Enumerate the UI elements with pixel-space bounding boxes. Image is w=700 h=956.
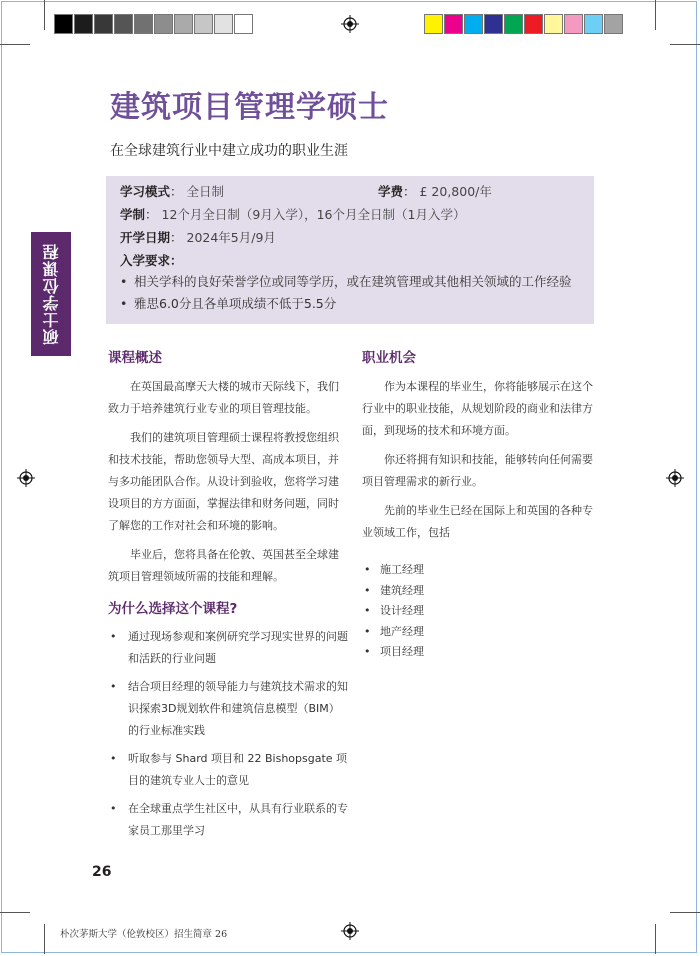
careers-paragraph: 你还将拥有知识和技能，能够转向任何需要项目管理需求的新行业。	[362, 453, 593, 488]
footer-text: 朴次茅斯大学（伦敦校区）招生简章 26	[60, 929, 228, 940]
color-swatch	[94, 14, 113, 34]
color-swatch	[174, 14, 193, 34]
careers-section	[362, 348, 598, 663]
color-swatch	[54, 14, 73, 34]
color-swatch	[194, 14, 213, 34]
info-duration-value: 12个月全日制（9月入学），16个月全日制（1月入学）	[161, 207, 466, 222]
crop-mark	[0, 912, 30, 913]
registration-mark-icon	[341, 922, 359, 940]
info-req-label: 入学要求	[120, 253, 171, 268]
info-fee-value: £ 20,800/年	[419, 184, 492, 199]
info-fee: 学费： £ 20,800/年	[378, 184, 492, 199]
registration-mark-icon	[666, 469, 684, 487]
crop-mark	[670, 912, 700, 913]
color-swatch	[214, 14, 233, 34]
crop-mark	[44, 0, 45, 30]
color-swatch	[564, 14, 583, 34]
requirement-item: • 雅思6.0分且各单项成绩不低于5.5分	[120, 294, 582, 314]
info-start-label: 开学日期	[120, 230, 171, 245]
overview-paragraph: 我们的建筑项目管理硕士课程将教授您组织和技术技能，帮助您领导大型、高成本项目，并与多功能团队合作。从设计到验收，您将学习建设项目的方方面面，掌握法律和财务问题，同时了解您的工作对社会和环境的影响。	[108, 431, 339, 532]
info-mode-label: 学习模式	[120, 184, 171, 199]
color-swatch	[154, 14, 173, 34]
why-heading: 为什么选择这个课程?	[108, 601, 238, 617]
info-start-row: 开学日期： 2024年5月/9月	[120, 230, 276, 245]
crop-mark	[44, 924, 45, 954]
role-item: • 施工经理	[362, 560, 598, 581]
requirement-item: • 相关学科的良好荣誉学位或同等学历，或在建筑管理或其他相关领域的工作经验	[120, 272, 582, 292]
info-req-row: 入学要求：	[120, 253, 183, 268]
color-swatch	[134, 14, 153, 34]
careers-paragraph: 先前的毕业生已经在国际上和英国的各种专业领域工作，包括	[362, 504, 593, 539]
info-duration-label: 学制	[120, 207, 146, 222]
crop-mark	[0, 44, 30, 45]
color-bar	[424, 14, 624, 34]
why-item: • 听取参与 Shard 项目和 22 Bishopsgate 项目的建筑专业人士的意见	[108, 748, 348, 792]
crop-mark	[655, 0, 656, 30]
color-swatch	[424, 14, 443, 34]
color-swatch	[604, 14, 623, 34]
color-swatch	[234, 14, 253, 34]
page-number: 26	[92, 864, 112, 880]
info-mode-value: 全日制	[186, 184, 225, 199]
side-tab-label: 硕士学位课程	[41, 243, 61, 345]
why-item: • 结合项目经理的领导能力与建筑技术需求的知识探索3D规划软件和建筑信息模型（BIM）的行业标准实践	[108, 676, 348, 742]
why-list	[108, 626, 348, 848]
info-box	[106, 176, 594, 324]
page-title: 建筑项目管理学硕士	[110, 90, 389, 125]
color-swatch	[504, 14, 523, 34]
why-item: • 通过现场参观和案例研究学习现实世界的问题和活跃的行业问题	[108, 626, 348, 670]
crop-mark	[655, 924, 656, 954]
info-duration-row: 学制： 12个月全日制（9月入学），16个月全日制（1月入学）	[120, 207, 466, 222]
overview-heading: 课程概述	[108, 350, 162, 366]
overview-paragraph: 在英国最高摩天大楼的城市天际线下，我们致力于培养建筑行业专业的项目管理技能。	[108, 380, 339, 415]
color-swatch	[464, 14, 483, 34]
grayscale-bar	[54, 14, 254, 34]
color-swatch	[444, 14, 463, 34]
roles-list	[362, 560, 598, 663]
why-item: • 在全球重点学生社区中，从具有行业联系的专家员工那里学习	[108, 798, 348, 842]
color-swatch	[584, 14, 603, 34]
color-swatch	[114, 14, 133, 34]
role-item: • 设计经理	[362, 601, 598, 622]
side-tab	[31, 232, 71, 356]
registration-mark-icon	[17, 469, 35, 487]
info-fee-label: 学费	[378, 184, 404, 199]
registration-mark-icon	[341, 15, 359, 33]
careers-paragraph: 作为本课程的毕业生，你将能够展示在这个行业中的职业技能，从规划阶段的商业和法律方面，到现场的技术和环境方面。	[362, 380, 593, 437]
role-item: • 建筑经理	[362, 581, 598, 602]
color-swatch	[74, 14, 93, 34]
page-subtitle: 在全球建筑行业中建立成功的职业生涯	[110, 143, 348, 159]
careers-heading: 职业机会	[362, 350, 416, 366]
role-item: • 地产经理	[362, 622, 598, 643]
color-swatch	[544, 14, 563, 34]
info-mode-row: 学习模式： 全日制 学费： £ 20,800/年	[120, 180, 582, 203]
crop-mark	[670, 44, 700, 45]
color-swatch	[484, 14, 503, 34]
info-start-value: 2024年5月/9月	[186, 230, 276, 245]
overview-paragraph: 毕业后，您将具备在伦敦、英国甚至全球建筑项目管理领域所需的技能和理解。	[108, 548, 339, 583]
color-swatch	[524, 14, 543, 34]
overview-section	[108, 348, 346, 595]
role-item: • 项目经理	[362, 642, 598, 663]
